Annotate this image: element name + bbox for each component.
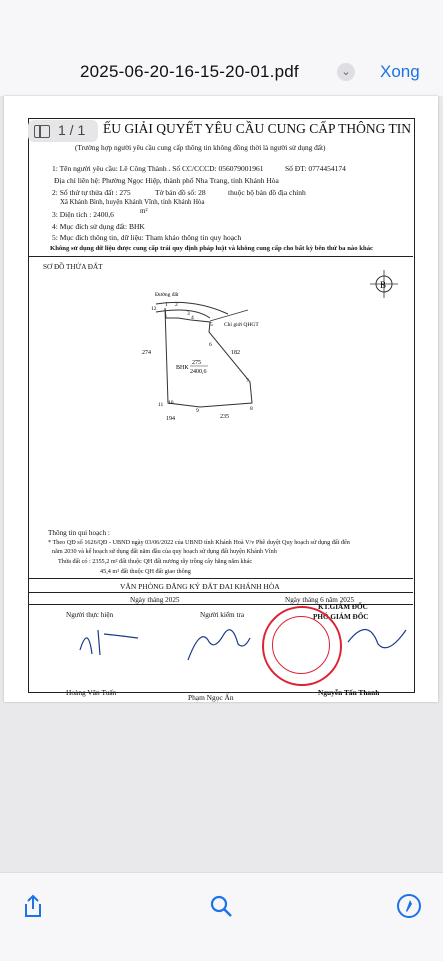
- purpose-line: 5: Mục đích thông tin, dữ liệu: Tham khảo thông tin quy hoạch: [52, 233, 242, 242]
- signer-name: Phạm Ngọc Ấn: [188, 693, 234, 702]
- edge-label: 182: [231, 350, 240, 356]
- edge-label: 235: [220, 414, 229, 420]
- address-line: Địa chỉ liên hệ: Phường Ngọc Hiệp, thành phố Nha Trang, tỉnh Khánh Hòa: [54, 176, 279, 185]
- bottom-toolbar: [0, 872, 443, 961]
- area-unit: m²: [140, 207, 148, 215]
- vertex-label: 1: [165, 302, 168, 308]
- vertex-label: 6: [209, 342, 212, 348]
- parcel-number-line: 2: Số thứ tự thửa đất : 275: [52, 188, 131, 197]
- planning-text: năm 2030 và kế hoạch sử dụng đất năm đầu của quy hoạch sử dụng đất huyện Khánh Vĩnh: [52, 548, 277, 555]
- signer-role: PHÓ GIÁM ĐỐC: [313, 613, 369, 621]
- chevron-down-icon[interactable]: ⌄: [337, 63, 355, 81]
- divider: [28, 592, 413, 593]
- vertex-label: 7: [246, 378, 249, 384]
- signatures: [28, 620, 413, 680]
- boundary-label: Chỉ giới QHGT: [224, 322, 259, 328]
- vertex-label: 4: [191, 315, 194, 321]
- edge-label: 194: [166, 416, 175, 422]
- file-title[interactable]: 2025-06-20-16-15-20-01.pdf: [80, 62, 299, 81]
- qhgt-leader-line: [210, 310, 248, 321]
- top-navigation-bar: [0, 0, 443, 96]
- signer-role: Người kiểm tra: [200, 611, 245, 619]
- date-right: Ngày tháng 6 năm 2025: [285, 596, 355, 604]
- planning-text: 45,4 m² đất thuộc QH đất giao thông: [100, 568, 191, 575]
- planning-title: Thông tin qui hoạch :: [48, 529, 110, 537]
- signature-2: [188, 630, 250, 660]
- planning-text: * Theo QĐ số 1626/QĐ - UBND ngày 03/06/2022 của UBND tỉnh Khánh Hoà V/v Phê duyệt Quy hoạch sử dụng đất đến: [48, 539, 350, 546]
- signer-role: KT.GIÁM ĐỐC: [318, 603, 368, 611]
- signature-1: [80, 630, 138, 655]
- signer-name: Nguyễn Tấn Thanh: [318, 688, 380, 697]
- north-label: B: [380, 280, 387, 290]
- planning-text: Thửa đất có : 2355,2 m² đất thuộc QH đất nương rẫy trồng cây hằng năm khác: [58, 558, 253, 565]
- map-sheet-line: Tờ bản đồ số: 28: [155, 188, 206, 197]
- doc-subtitle: (Trường hợp người yêu cầu cung cấp thông tin không đồng thời là người sử dụng đất): [75, 143, 326, 152]
- vertex-label: 8: [250, 406, 253, 412]
- vertex-label: 3: [187, 311, 190, 317]
- share-icon[interactable]: [20, 893, 46, 919]
- vertex-label: 5: [210, 322, 213, 328]
- parcel-number: 275: [192, 360, 201, 366]
- signature-3: [348, 629, 406, 647]
- parcel-map: [28, 270, 413, 520]
- divider: [28, 578, 413, 579]
- vertex-label: 2: [175, 302, 178, 308]
- vertex-label: 12: [151, 306, 157, 312]
- parcel-area: 2400,6: [190, 369, 207, 375]
- date-left: Ngày tháng 2025: [130, 596, 180, 604]
- edge-label: 274: [142, 350, 151, 356]
- signer-name: Hoàng Văn Tuấn: [66, 688, 117, 697]
- divider: [28, 256, 413, 257]
- official-stamp: [262, 606, 342, 686]
- land-use-line: 4: Mục đích sử dụng đất: BHK: [52, 222, 145, 231]
- location-line: Xã Khánh Bình, huyện Khánh Vĩnh, tỉnh Khánh Hòa: [60, 199, 205, 206]
- requester-line: 1: Tên người yêu cầu: Lê Công Thành . Số CC/CCCD: 056079001961: [52, 164, 264, 173]
- road-line: [156, 310, 210, 318]
- markup-icon[interactable]: [396, 893, 422, 919]
- warning-line: Không sử dụng dữ liệu được cung cấp trái quy định pháp luật và không cung cấp cho bất kỳ bên thứ ba nào khác: [50, 245, 374, 252]
- area-line: 3: Diện tích : 2400,6: [52, 210, 114, 219]
- phone-line: Số ĐT: 0774454174: [285, 164, 346, 173]
- doc-title: ẾU GIẢI QUYẾT YÊU CẦU CUNG CẤP THÔNG TIN: [103, 121, 411, 136]
- sidebar-icon[interactable]: [34, 125, 50, 138]
- page-indicator: 1 / 1: [58, 122, 86, 138]
- map-set-line: thuộc bộ bản đồ địa chính: [228, 188, 306, 197]
- page-indicator-badge[interactable]: [28, 120, 98, 142]
- done-button[interactable]: Xong: [380, 62, 420, 81]
- vertex-label: 10: [168, 400, 174, 406]
- vertex-label: 11: [158, 402, 164, 408]
- map-title: SƠ ĐỒ THỬA ĐẤT: [43, 263, 103, 271]
- road-label: Đường đất: [155, 292, 179, 298]
- vertex-label: 9: [196, 408, 199, 414]
- signer-role: Người thực hiện: [66, 611, 114, 619]
- search-icon[interactable]: [208, 893, 234, 919]
- parcel-code: BHK: [176, 365, 189, 371]
- office-name: VĂN PHÒNG ĐĂNG KÝ ĐẤT ĐAI KHÁNH HÒA: [120, 582, 280, 591]
